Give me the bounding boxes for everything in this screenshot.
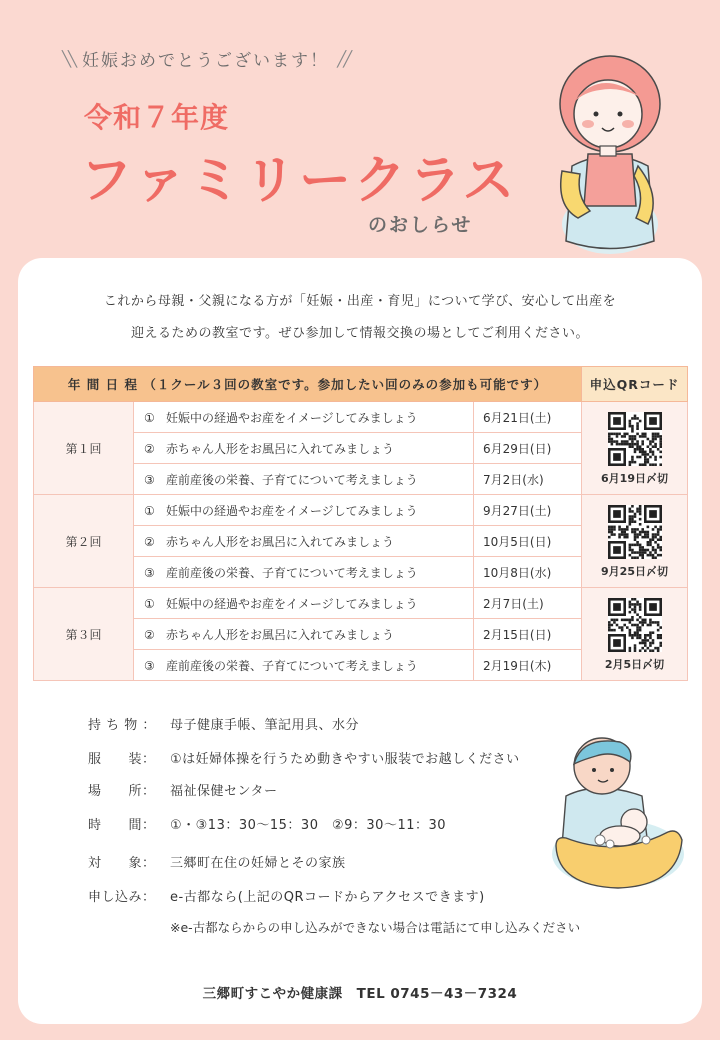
session-date: 7月2日(水)	[474, 464, 582, 495]
content-card	[18, 258, 702, 1024]
qr-cell	[582, 495, 688, 588]
intro-line-1: これから母親・父親になる方が「妊娠・出産・育児」について学び、安心して出産を	[103, 294, 617, 309]
qr-code-icon[interactable]	[608, 598, 662, 652]
schedule-header-qr: 申込QRコード	[582, 367, 688, 402]
application-note: ※e-古都ならからの申し込みができない場合は電話にて申し込みください	[170, 920, 581, 935]
father-bathing-baby-illustration	[538, 736, 688, 896]
session-date: 2月7日(土)	[474, 588, 582, 619]
session-topic	[134, 495, 474, 526]
deadline-label: 6月19日〆切	[601, 472, 668, 485]
info-value: ①・③13：30〜15：30 ②9：30〜11：30	[170, 818, 447, 833]
session-date: 10月8日(水)	[474, 557, 582, 588]
session-number: ③	[144, 565, 155, 580]
session-topic-text: 赤ちゃん人形をお風呂に入れてみましょう	[166, 627, 395, 642]
session-number: ①	[144, 596, 155, 611]
info-value: 三郷町在住の妊婦とその家族	[170, 856, 346, 871]
round-label: 第１回	[34, 402, 134, 495]
info-location	[88, 780, 277, 799]
session-topic	[134, 402, 474, 433]
tagline	[62, 46, 349, 71]
session-date: 10月5日(日)	[474, 526, 582, 557]
intro-line-2: 迎えるための教室です。ぜひ参加して情報交換の場としてご利用ください。	[131, 326, 589, 341]
info-key: 場 所：	[88, 784, 156, 799]
slash-decoration-left: ╲╲	[62, 49, 75, 68]
session-number: ③	[144, 472, 155, 487]
session-topic-text: 妊娠中の経過やお産をイメージしてみましょう	[166, 410, 418, 425]
round-label: 第３回	[34, 588, 134, 681]
deadline-label: 9月25日〆切	[601, 565, 668, 578]
session-topic	[134, 464, 474, 495]
session-topic	[134, 588, 474, 619]
session-topic-text: 赤ちゃん人形をお風呂に入れてみましょう	[166, 534, 395, 549]
table-row	[34, 588, 688, 619]
qr-cell	[582, 588, 688, 681]
table-row	[34, 495, 688, 526]
info-time	[88, 814, 446, 833]
round-label: 第２回	[34, 495, 134, 588]
session-topic	[134, 557, 474, 588]
schedule-header-row	[34, 367, 688, 402]
contact-footer: 三郷町すこやか健康課 TEL 0745－43－7324	[202, 986, 518, 1002]
header	[0, 0, 720, 262]
subtitle: のおしらせ	[368, 214, 473, 236]
pregnant-woman-illustration	[550, 46, 670, 256]
info-target	[88, 852, 346, 871]
session-date: 6月29日(日)	[474, 433, 582, 464]
info-key: 服 装：	[88, 752, 156, 767]
session-topic-text: 赤ちゃん人形をお風呂に入れてみましょう	[166, 441, 395, 456]
session-topic-text: 産前産後の栄養、子育てについて考えましょう	[166, 472, 418, 487]
tagline-text: 妊娠おめでとうございます！	[82, 51, 330, 71]
deadline-label: 2月5日〆切	[604, 658, 665, 671]
qr-code-icon[interactable]	[608, 412, 662, 466]
session-topic-text: 産前産後の栄養、子育てについて考えましょう	[166, 565, 418, 580]
qr-cell	[582, 402, 688, 495]
session-date: 2月19日(木)	[474, 650, 582, 681]
info-belongings	[88, 714, 359, 733]
main-title: ファミリークラス	[80, 151, 518, 211]
info-value: e-古都なら(上記のQRコードからアクセスできます)	[170, 890, 485, 905]
info-application	[88, 886, 485, 905]
info-value: 福祉保健センター	[170, 784, 278, 799]
session-number: ②	[144, 627, 155, 642]
session-date: 2月15日(日)	[474, 619, 582, 650]
slash-decoration-right: ╱╱	[337, 49, 350, 68]
info-clothing	[88, 748, 520, 767]
session-topic-text: 産前産後の栄養、子育てについて考えましょう	[166, 658, 418, 673]
session-topic-text: 妊娠中の経過やお産をイメージしてみましょう	[166, 596, 418, 611]
info-value: ①は妊婦体操を行うため動きやすい服装でお越しください	[170, 752, 520, 767]
session-topic	[134, 433, 474, 464]
session-number: ②	[144, 534, 155, 549]
session-date: 6月21日(土)	[474, 402, 582, 433]
session-date: 9月27日(土)	[474, 495, 582, 526]
qr-code-icon[interactable]	[608, 505, 662, 559]
session-topic	[134, 526, 474, 557]
session-topic	[134, 650, 474, 681]
year-title: 令和７年度	[84, 101, 230, 134]
info-key: 対 象：	[88, 856, 156, 871]
session-topic	[134, 619, 474, 650]
info-key: 申し込み：	[88, 890, 156, 905]
schedule-header-main: 年 間 日 程 （１クール３回の教室です。参加したい回のみの参加も可能です）	[34, 367, 582, 402]
info-value: 母子健康手帳、筆記用具、水分	[170, 718, 360, 733]
schedule-table	[33, 366, 688, 681]
session-number: ②	[144, 441, 155, 456]
table-row	[34, 402, 688, 433]
session-topic-text: 妊娠中の経過やお産をイメージしてみましょう	[166, 503, 418, 518]
info-key: 時 間：	[88, 818, 156, 833]
session-number: ①	[144, 503, 155, 518]
session-number: ①	[144, 410, 155, 425]
info-key: 持 ち 物 ：	[88, 718, 156, 733]
session-number: ③	[144, 658, 155, 673]
